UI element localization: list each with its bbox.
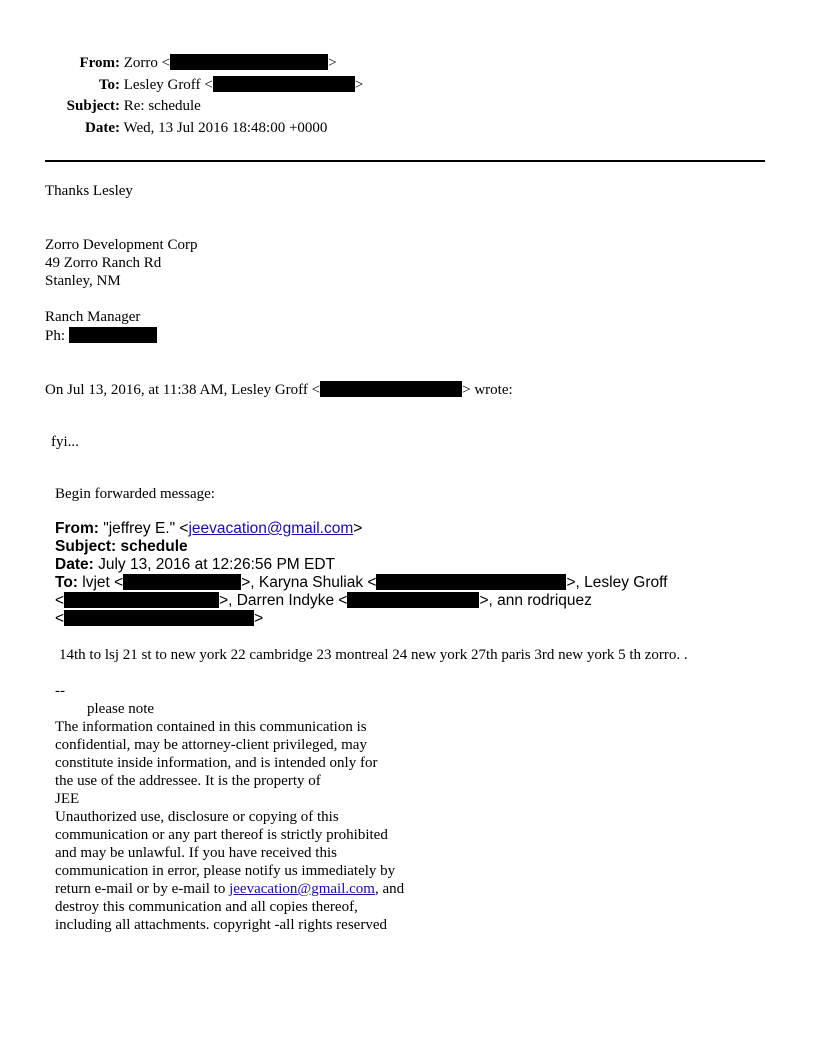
disclaimer-line: Unauthorized use, disclosure or copying of this <box>55 809 339 825</box>
date-value: Wed, 13 Jul 2016 18:48:00 +0000 <box>123 120 328 136</box>
to-name: Lesley Groff < <box>123 77 213 93</box>
signature-line: Stanley, NM <box>45 273 121 289</box>
from-label: From: <box>79 55 120 71</box>
disclaimer-line: confidential, may be attorney-client privileged, may <box>55 737 367 753</box>
redaction-box <box>170 54 328 70</box>
disclaimer-line: communication or any part thereof is strictly prohibited <box>55 827 388 843</box>
disclaimer-return-line <box>55 881 404 898</box>
footer-please-note: please note <box>87 701 155 717</box>
fwd-subject-label: Subject: <box>55 538 117 555</box>
redaction-box <box>123 574 241 590</box>
disclaimer-line: The information contained in this communication is <box>55 719 367 735</box>
disclaimer-line: and may be unlawful. If you have received this <box>55 845 337 861</box>
redaction-box <box>69 327 157 343</box>
fwd-to-text: < <box>55 592 65 609</box>
fwd-from-row <box>55 520 362 538</box>
disclaimer-email-link[interactable]: jeevacation@gmail.com <box>229 881 375 897</box>
fwd-to-row <box>55 574 667 592</box>
redaction-box <box>64 610 254 626</box>
signature-phone <box>45 327 157 345</box>
to-label: To: <box>98 77 120 93</box>
disclaimer-line: destroy this communication and all copies thereof, <box>55 899 358 915</box>
fwd-to-label: To: <box>55 574 78 591</box>
signature-title: Ranch Manager <box>45 309 141 325</box>
fwd-from-label: From: <box>55 520 99 537</box>
header-to-row <box>0 76 363 94</box>
disclaimer-line: JEE <box>55 791 80 807</box>
from-name: Zorro < <box>123 55 171 71</box>
begin-forwarded: Begin forwarded message: <box>55 486 215 502</box>
quote-intro-text: On Jul 13, 2016, at 11:38 AM, Lesley Groff < <box>45 382 321 398</box>
disclaimer-line: communication in error, please notify us immediately by <box>55 863 396 879</box>
footer-separator: -- <box>55 683 65 699</box>
disclaimer-line: including all attachments. copyright -all rights reserved <box>55 917 387 933</box>
phone-label: Ph: <box>45 328 66 344</box>
fwd-to-text: >, ann rodriquez <box>479 592 592 609</box>
redaction-box <box>64 592 219 608</box>
redaction-box <box>213 76 355 92</box>
fwd-date-value: July 13, 2016 at 12:26:56 PM EDT <box>98 556 336 573</box>
header-date-row <box>0 120 327 137</box>
header-divider <box>45 160 765 162</box>
fwd-subject-value: schedule <box>120 538 188 555</box>
redaction-box <box>376 574 566 590</box>
fwd-to-text: > <box>254 610 264 627</box>
greeting: Thanks Lesley <box>45 183 133 199</box>
disclaimer-return-suffix: , and <box>374 881 405 897</box>
fwd-to-row-cont <box>55 592 592 610</box>
to-close: > <box>354 77 364 93</box>
disclaimer-line: constitute inside information, and is intended only for <box>55 755 378 771</box>
from-close: > <box>328 55 337 71</box>
disclaimer <box>55 719 755 949</box>
date-label: Date: <box>85 120 120 136</box>
fwd-to-text: >, Darren Indyke < <box>219 592 348 609</box>
fwd-from-name: "jeffrey E." < <box>103 520 189 537</box>
fwd-to-text: lvjet < <box>82 574 124 591</box>
fwd-date-row <box>55 556 335 574</box>
header-subject-row <box>0 98 201 115</box>
fwd-body-schedule: 14th to lsj 21 st to new york 22 cambridge 23 montreal 24 new york 27th paris 3rd new york 5 th zorro. . <box>59 647 688 663</box>
subject-value: Re: schedule <box>123 98 201 114</box>
fwd-to-row-cont <box>55 610 263 628</box>
quoted-fyi: fyi... <box>51 434 79 450</box>
fwd-to-text: < <box>55 610 65 627</box>
redaction-box <box>320 381 462 397</box>
disclaimer-line: the use of the addressee. It is the property of <box>55 773 321 789</box>
signature-line: Zorro Development Corp <box>45 237 198 253</box>
fwd-from-email-link[interactable]: jeevacation@gmail.com <box>188 520 354 537</box>
disclaimer-return-text: return e-mail or by e-mail to <box>55 881 230 897</box>
signature-line: 49 Zorro Ranch Rd <box>45 255 162 271</box>
fwd-to-text: >, Lesley Groff <box>566 574 668 591</box>
quote-intro-suffix: > wrote: <box>462 382 513 398</box>
fwd-from-close: > <box>353 520 363 537</box>
header-from-row <box>0 54 337 72</box>
fwd-subject-row <box>55 538 188 556</box>
quote-intro <box>45 381 513 399</box>
subject-label: Subject: <box>66 98 120 114</box>
fwd-to-text: >, Karyna Shuliak < <box>241 574 377 591</box>
redaction-box <box>347 592 479 608</box>
fwd-date-label: Date: <box>55 556 94 573</box>
